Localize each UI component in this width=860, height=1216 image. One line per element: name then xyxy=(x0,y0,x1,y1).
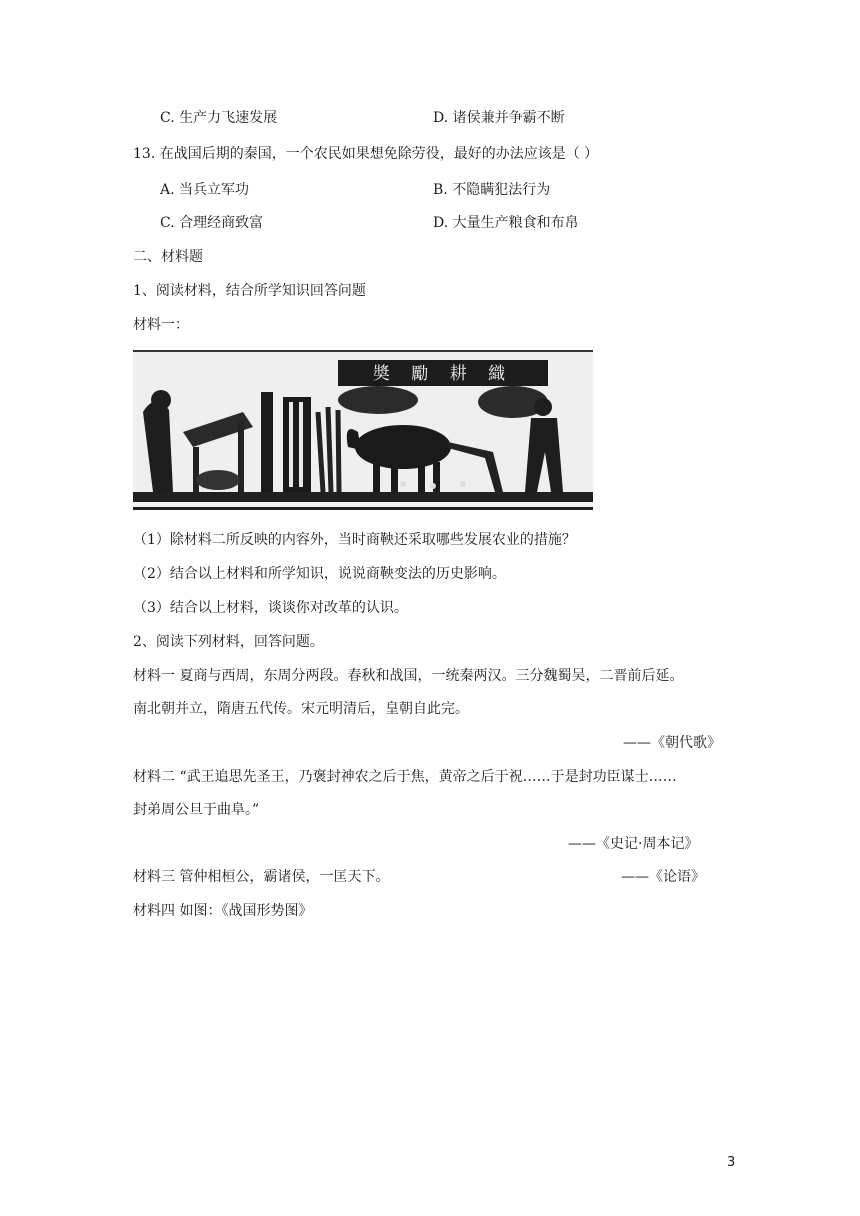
farming-woodcut-illustration xyxy=(133,352,593,502)
q1-sub-question-3: （3）结合以上材料，谈谈你对改革的认识。 xyxy=(133,600,408,616)
q2-material3-source: ——《论语》 xyxy=(621,869,705,885)
woodcut-image xyxy=(133,350,593,510)
q12-option-d: D. 诸侯兼并争霸不断 xyxy=(433,110,565,126)
q2-material1-line1: 材料一 夏商与西周，东周分两段。春秋和战国，一统秦两汉。三分魏蜀吴，二晋前后延。 xyxy=(133,668,684,684)
q2-material3-text: 材料三 管仲相桓公，霸诸侯，一匡天下。 xyxy=(133,869,390,885)
woodcut-caption: 奬 勵 耕 織 xyxy=(372,364,514,384)
q13-option-d: D. 大量生产粮食和布帛 xyxy=(433,215,579,231)
q12-option-c: C. 生产力飞速发展 xyxy=(160,110,278,126)
q2-material2-line2: 封弟周公旦于曲阜。” xyxy=(133,802,260,818)
q13-option-a: A. 当兵立军功 xyxy=(160,182,250,198)
q1-sub-question-2: （2）结合以上材料和所学知识，说说商鞅变法的历史影响。 xyxy=(133,566,506,582)
q13-option-c: C. 合理经商致富 xyxy=(160,215,264,231)
q13-option-b: B. 不隐瞒犯法行为 xyxy=(433,182,551,198)
q2-material2-line1: 材料二 “武王追思先圣王，乃褒封神农之后于焦，黄帝之后于祝……于是封功臣谋士…… xyxy=(133,769,677,785)
q1-material1-label: 材料一： xyxy=(133,317,189,333)
section-title: 二、材料题 xyxy=(133,249,203,265)
q13-stem: 13. 在战国后期的秦国，一个农民如果想免除劳役，最好的办法应该是（ ） xyxy=(133,146,599,162)
q2-material1-line2: 南北朝并立，隋唐五代传。宋元明清后，皇朝自此完。 xyxy=(133,701,469,717)
q1-sub-question-1: （1）除材料二所反映的内容外，当时商鞅还采取哪些发展农业的措施？ xyxy=(133,532,576,548)
q2-material1-source: ——《朝代歌》 xyxy=(623,735,721,751)
q1-title: 1、阅读材料，结合所学知识回答问题 xyxy=(133,283,366,299)
q2-material4-text: 材料四 如图：《战国形势图》 xyxy=(133,903,313,919)
q2-material2-source: ——《史记·周本记》 xyxy=(568,836,699,852)
q2-title: 2、阅读下列材料，回答问题。 xyxy=(133,634,324,650)
page-number: 3 xyxy=(727,1155,736,1170)
